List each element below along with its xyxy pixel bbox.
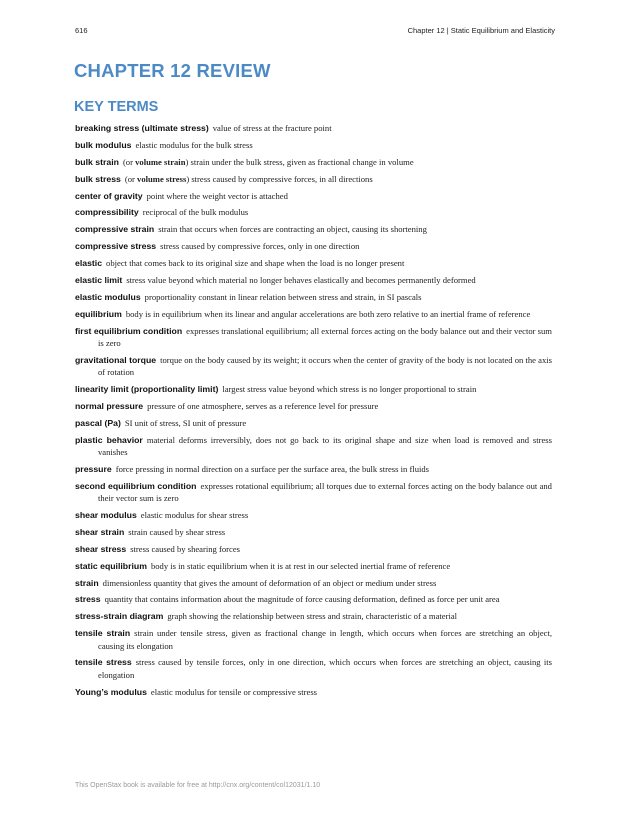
glossary-definition: proportionality constant in linear relation between stress and strain, in SI pascals: [144, 291, 422, 302]
chapter-title: CHAPTER 12 REVIEW: [74, 60, 271, 81]
glossary-entry: [75, 325, 552, 350]
glossary-term: compressibility: [75, 207, 139, 218]
glossary-entry: [75, 593, 552, 605]
glossary-definition: elastic modulus for the bulk stress: [135, 139, 253, 150]
glossary-definition: (or: [122, 156, 136, 167]
glossary-entry: [75, 686, 552, 698]
page-number: 616: [75, 26, 88, 35]
glossary-entry: [75, 400, 552, 412]
glossary-definition-rest: ) strain under the bulk stress, given as fractional change in volume: [185, 156, 414, 167]
footer-note: This OpenStax book is available for free at http://cnx.org/content/col12031/1.10: [75, 782, 321, 789]
glossary-term: tensile strain: [75, 628, 131, 639]
glossary-definition: stress caused by shearing forces: [130, 543, 240, 554]
glossary-term: gravitational torque: [75, 354, 157, 365]
glossary-definition: elastic modulus for shear stress: [140, 510, 249, 520]
running-head: Chapter 12 | Static Equilibrium and Elasticity: [407, 26, 555, 35]
glossary-term: bulk strain: [75, 156, 119, 167]
glossary-term: compressive stress: [75, 241, 157, 252]
glossary-entry: [75, 434, 552, 459]
glossary-entry: [75, 417, 552, 429]
glossary-definition: material deforms irreversibly, does not go back to its original shape and size when load is removed and stress vanishes: [98, 434, 552, 458]
glossary-term: shear strain: [75, 526, 125, 537]
glossary-definition-rest: ) stress caused by compressive forces, in all directions: [186, 173, 373, 184]
glossary-entry: [75, 383, 552, 395]
glossary-term: center of gravity: [75, 190, 143, 201]
glossary-entry: [75, 223, 552, 235]
glossary-definition: strain under tensile stress, given as fractional change in length, which occurs when forces are stretching an object, causing its elongation: [98, 628, 553, 651]
glossary-definition: strain that occurs when forces are contracting an object, causing its shortening: [158, 224, 427, 235]
glossary-term: elastic limit: [75, 275, 123, 286]
glossary-definition: body is in equilibrium when its linear and angular accelerations are both zero relative to an inertial frame of reference: [125, 308, 531, 319]
glossary-definition: largest stress value beyond which stress is no longer proportional to strain: [222, 384, 477, 395]
glossary-term: breaking stress (ultimate stress): [75, 123, 209, 133]
glossary-synonym: volume stress: [137, 173, 187, 184]
glossary-definition: force pressing in normal direction on a surface per the surface area, the bulk stress in fluids: [115, 463, 430, 474]
glossary-entry: [75, 526, 552, 538]
glossary-entry: [75, 308, 552, 320]
glossary-definition: pressure of one atmosphere, serves as a reference level for pressure: [147, 400, 379, 411]
glossary-definition: stress caused by compressive forces, only in one direction: [160, 241, 360, 252]
glossary-term: linearity limit (proportionality limit): [75, 384, 219, 395]
glossary-entry: [75, 190, 552, 202]
key-terms-list: [75, 122, 552, 703]
glossary-definition: graph showing the relationship between stress and strain, characteristic of a material: [167, 611, 458, 622]
glossary-entry: [75, 543, 552, 555]
glossary-entry: [75, 577, 552, 589]
glossary-synonym: volume strain: [135, 156, 186, 167]
glossary-entry: [75, 173, 552, 185]
glossary-entry: [75, 656, 552, 681]
glossary-term: stress: [75, 594, 101, 605]
glossary-term: tensile stress: [75, 657, 132, 668]
glossary-term: bulk modulus: [75, 139, 132, 150]
glossary-term: compressive strain: [75, 224, 155, 235]
glossary-definition: (or: [124, 173, 138, 184]
glossary-definition: elastic modulus for tensile or compressive stress: [150, 686, 318, 697]
glossary-term: stress-strain diagram: [75, 611, 164, 622]
glossary-definition: quantity that contains information about the magnitude of force causing deformation, defined as force per unit area: [104, 594, 500, 605]
glossary-term: shear stress: [75, 543, 127, 554]
glossary-definition: value of stress at the fracture point: [212, 123, 332, 133]
glossary-definition: dimensionless quantity that gives the amount of deformation of an object or medium under stress: [102, 577, 437, 588]
glossary-term: plastic behavior: [75, 434, 143, 445]
glossary-term: elastic: [75, 258, 103, 269]
glossary-term: Young’s modulus: [75, 686, 147, 697]
glossary-definition: strain caused by shear stress: [128, 526, 226, 537]
glossary-entry: [75, 274, 552, 286]
glossary-entry: [75, 139, 552, 151]
glossary-entry: [75, 354, 552, 379]
glossary-definition: body is in static equilibrium when it is at rest in our selected inertial frame of reference: [150, 560, 451, 571]
glossary-entry: [75, 156, 552, 168]
glossary-entry: [75, 291, 552, 303]
glossary-term: shear modulus: [75, 510, 137, 520]
glossary-entry: [75, 627, 552, 652]
glossary-definition: torque on the body caused by its weight; it occurs when the center of gravity of the body is not located on the axis of rotation: [98, 354, 552, 378]
glossary-entry: [75, 240, 552, 252]
glossary-definition: expresses translational equilibrium; all external forces acting on the body balance out and their vector sum is zero: [98, 325, 552, 348]
glossary-entry: [75, 480, 552, 505]
glossary-entry: [75, 610, 552, 622]
glossary-definition: stress caused by tensile forces, only in one direction, which occurs when forces are stretching an object, causing its elongation: [98, 657, 552, 680]
glossary-term: strain: [75, 577, 99, 588]
glossary-definition: stress value beyond which material no longer behaves elastically and becomes permanently deformed: [126, 275, 476, 286]
glossary-definition: point where the weight vector is attached: [146, 190, 288, 201]
glossary-definition: reciprocal of the bulk modulus: [142, 207, 249, 218]
glossary-entry: [75, 560, 552, 572]
glossary-term: pressure: [75, 463, 112, 474]
glossary-term: pascal (Pa): [75, 417, 121, 428]
glossary-term: elastic modulus: [75, 291, 141, 302]
glossary-definition: object that comes back to its original size and shape when the load is no longer present: [106, 258, 405, 269]
glossary-term: bulk stress: [75, 173, 121, 184]
glossary-entry: [75, 122, 552, 134]
glossary-entry: [75, 206, 552, 218]
glossary-entry: [75, 463, 552, 475]
glossary-term: first equilibrium condition: [75, 325, 183, 336]
glossary-term: equilibrium: [75, 308, 122, 319]
glossary-term: normal pressure: [75, 400, 144, 411]
glossary-term: second equilibrium condition: [75, 480, 197, 491]
section-title: KEY TERMS: [74, 99, 159, 115]
glossary-term: static equilibrium: [75, 560, 147, 571]
glossary-definition: expresses rotational equilibrium; all torques due to external forces acting on the body balance out and their vector sum is zero: [98, 480, 552, 504]
glossary-entry: [75, 257, 552, 269]
glossary-entry: [75, 509, 552, 521]
glossary-definition: SI unit of stress, SI unit of pressure: [124, 417, 247, 428]
